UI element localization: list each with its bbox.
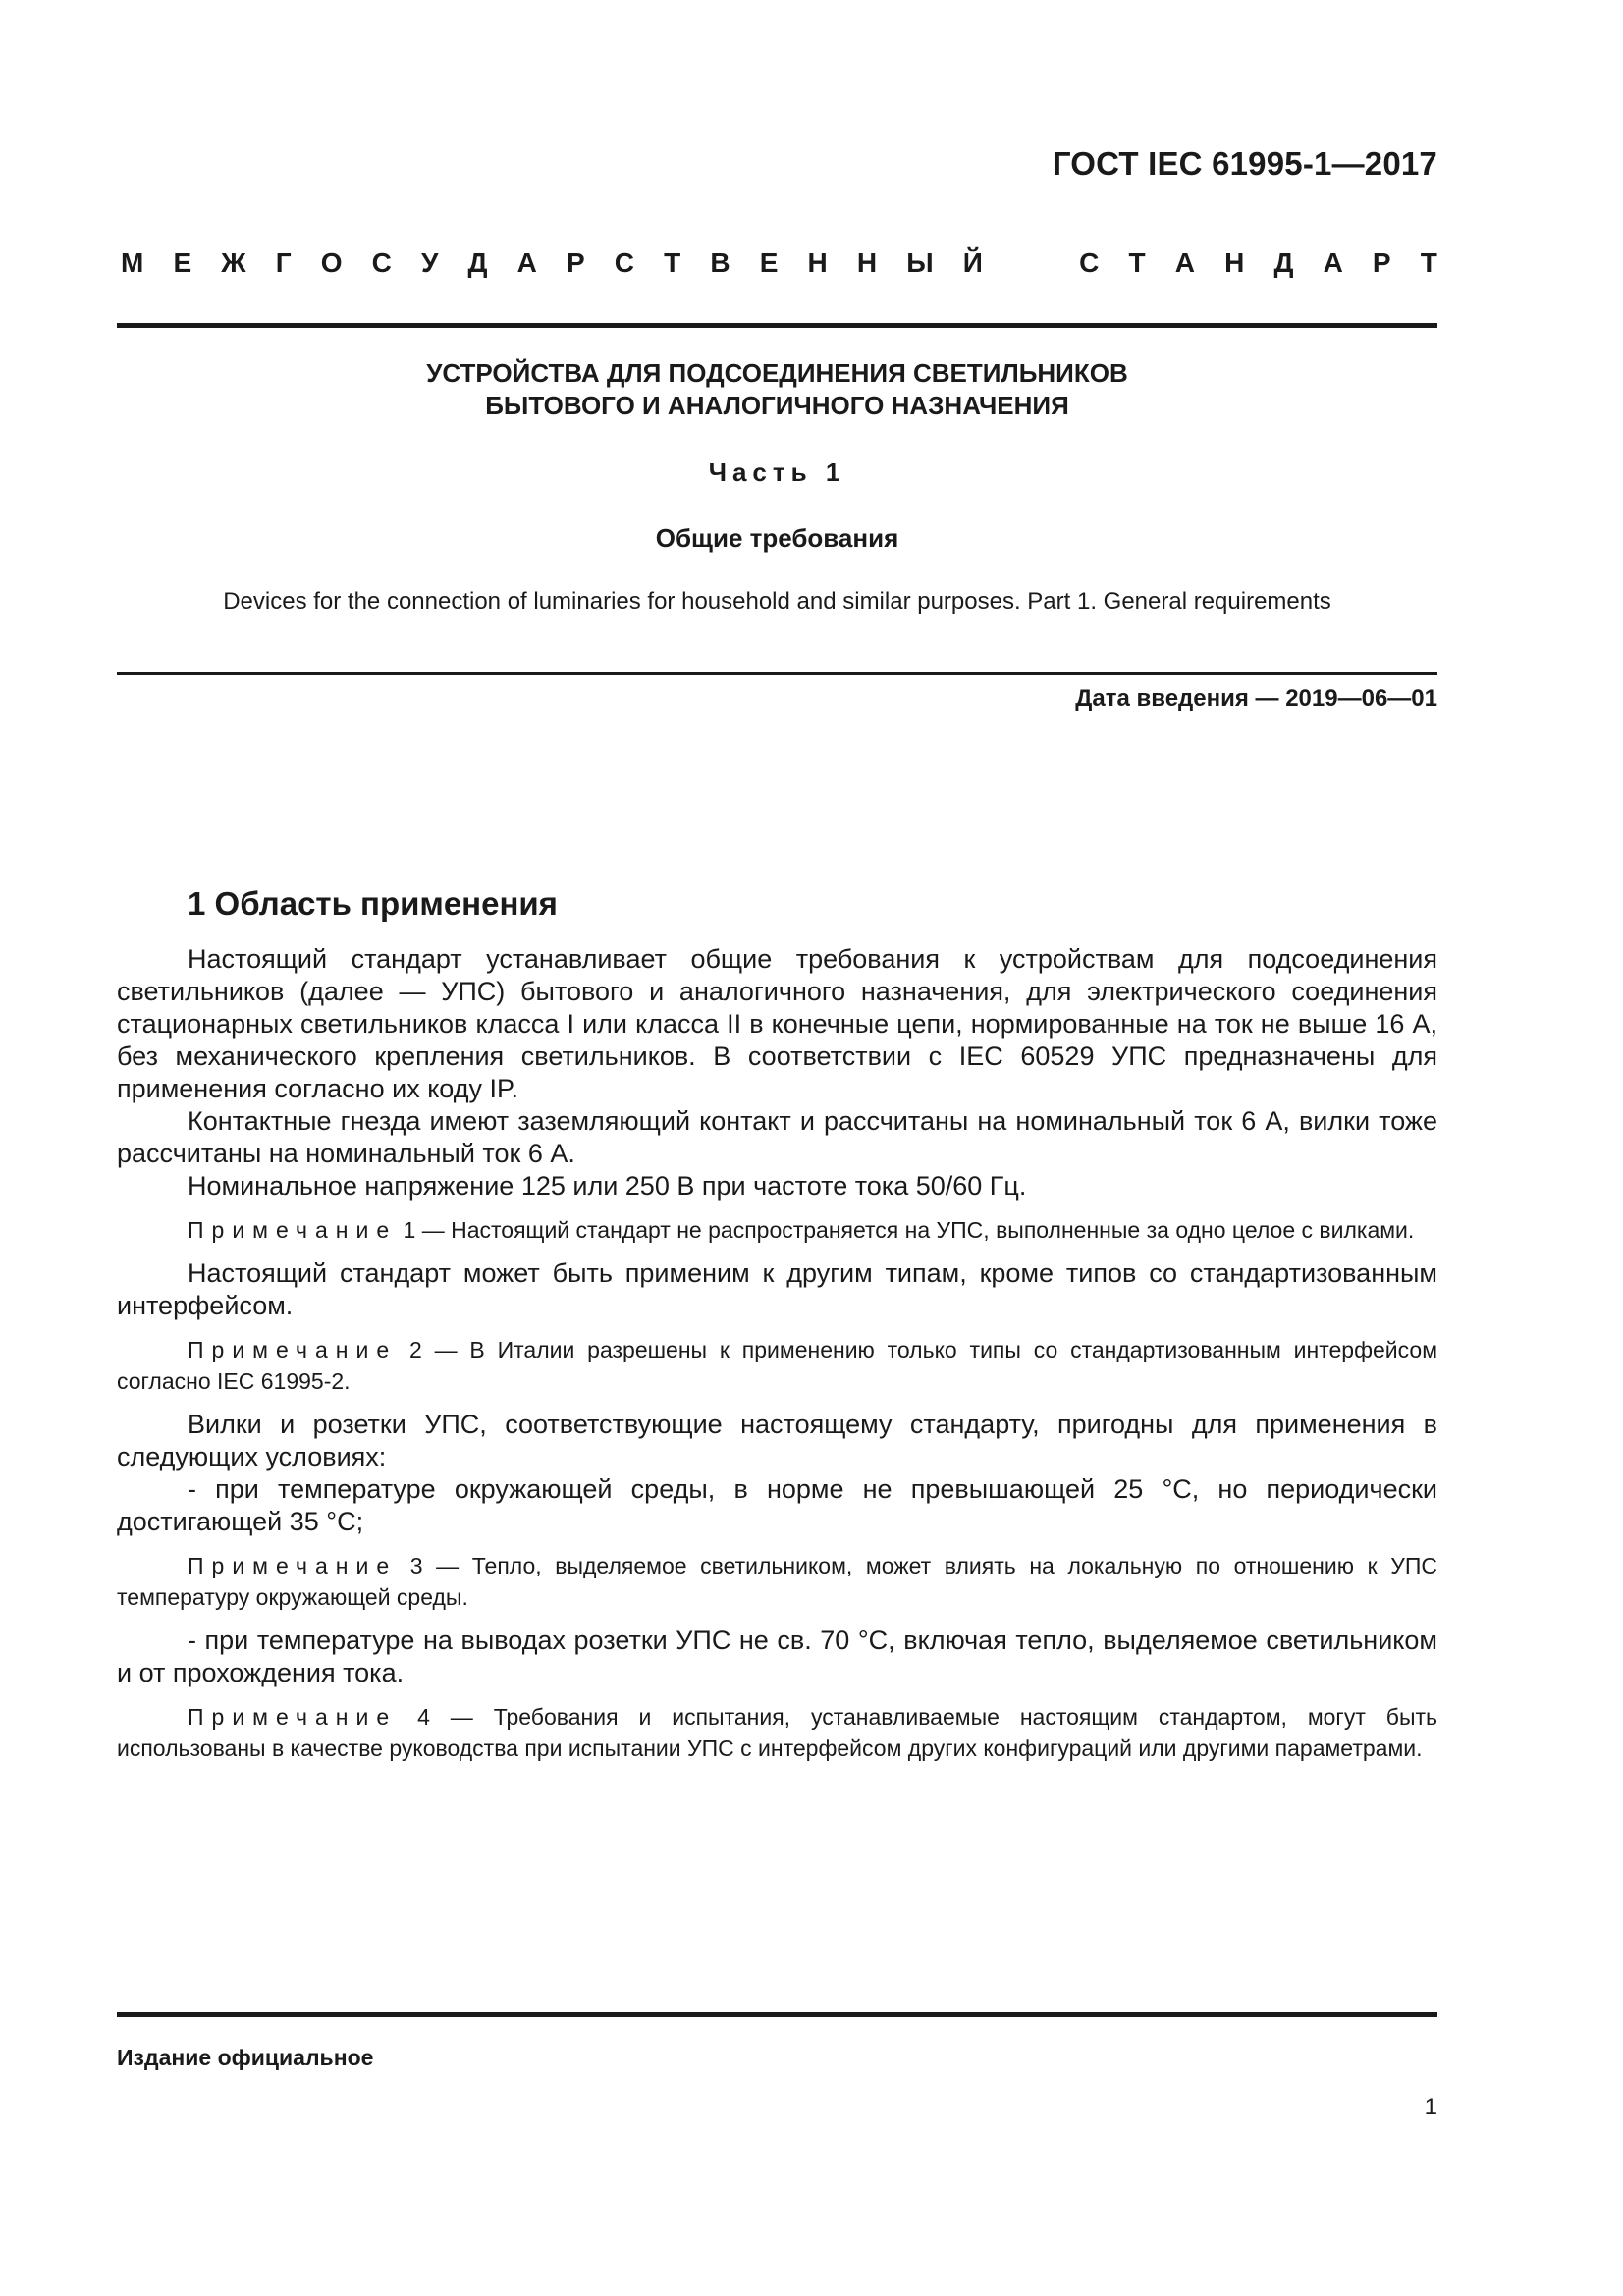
banner-letter: Т [1128,247,1146,278]
banner-letter: Н [856,247,878,278]
banner-letter: Г [275,247,292,278]
list-item: - при температуре окружающей среды, в норме не превышающей 25 °С, но периодически достигающей 35 °С; [117,1474,1437,1536]
banner-letter: Й [962,247,983,278]
banner-letter: А [516,247,537,278]
banner-letter: Д [467,247,488,278]
note-text: 3 — Тепло, выделяемое светильником, может влиять на локальную по отношению к УПС температуру окружающей среды. [117,1553,1438,1610]
footer-divider [117,2012,1437,2017]
document-title [117,357,1437,422]
note-1 [117,1214,1437,1246]
banner-letter: Н [807,247,828,278]
banner-letter: Е [759,247,779,278]
banner-letter: У [420,247,439,278]
document-page [117,0,1437,2296]
banner-letter: Е [173,247,192,278]
banner-letter: Р [1372,247,1391,278]
banner-letter: В [710,247,730,278]
note-label: Примечание [188,1553,398,1578]
list-item: - при температуре на выводах розетки УПС не св. 70 °С, включая тепло, выделяемое светильником и от прохождения тока. [117,1626,1437,1687]
banner-letter: Р [566,247,585,278]
note-text: 1 — Настоящий стандарт не распространяется на УПС, выполненные за одно целое с вилками. [403,1217,1415,1243]
english-title: Devices for the connection of luminaries for household and similar purposes. Part 1. General requirements [223,588,1331,614]
document-code: ГОСТ IEC 61995-1—2017 [1052,145,1437,182]
title-line-2: БЫТОВОГО И АНАЛОГИЧНОГО НАЗНАЧЕНИЯ [485,391,1069,420]
note-4 [117,1701,1437,1764]
section-heading: 1 Область применения [188,885,558,922]
header-divider [117,323,1437,328]
introduction-date: Дата введения — 2019—06—01 [1075,685,1437,712]
title-line-1: УСТРОЙСТВА ДЛЯ ПОДСОЕДИНЕНИЯ СВЕТИЛЬНИКОВ [426,358,1128,388]
banner-letter: О [320,247,343,278]
paragraph: Настоящий стандарт может быть применим к другим типам, кроме типов со стандартизованным интерфейсом. [117,1258,1437,1320]
page-number: 1 [1424,2094,1437,2120]
banner-letter: А [1323,247,1343,278]
banner-letter: С [614,247,634,278]
interstate-standard-banner [121,247,1437,279]
banner-letter: Т [664,247,681,278]
banner-letter: М [121,247,144,278]
banner-letter: Д [1273,247,1294,278]
paragraph: Настоящий стандарт устанавливает общие требования к устройствам для подсоединения светильников (далее — УПС) бытового и аналогичного назначения, для электрического соединения стационарных светильников класса I или класса II в конечные цепи, нормированные на ток не выше 16 А, без механического крепления светильников. В соответствии с IEC 60529 УПС предназначены для применения согласно их коду IP. [117,944,1437,1103]
banner-letter: Ы [906,247,934,278]
note-text: 4 — Требования и испытания, устанавливаемые настоящим стандартом, могут быть использованы в качестве руководства при испытании УПС с интерфейсом других конфигураций или другими параметрами. [117,1704,1438,1761]
banner-letter: С [1079,247,1100,278]
note-label: Примечание [188,1217,398,1243]
official-edition-label: Издание официальное [117,2045,374,2070]
paragraph: Вилки и розетки УПС, соответствующие настоящему стандарту, пригодны для применения в следующих условиях: [117,1410,1437,1471]
banner-letter: Ж [221,247,246,278]
subtitle: Общие требования [655,523,899,553]
banner-letter: С [371,247,392,278]
note-text: 2 — В Италии разрешены к применению только типы со стандартизованным интерфейсом согласно IEC 61995-2. [117,1337,1438,1394]
note-label: Примечание [188,1337,398,1362]
note-3 [117,1550,1437,1613]
title-divider [117,672,1437,675]
paragraph: Контактные гнезда имеют заземляющий контакт и рассчитаны на номинальный ток 6 А, вилки тоже рассчитаны на номинальный ток 6 А. [117,1106,1437,1168]
part-label: Часть 1 [708,457,846,487]
banner-letter: А [1174,247,1195,278]
banner-letter: Н [1224,247,1245,278]
note-2 [117,1334,1437,1397]
paragraph: Номинальное напряжение 125 или 250 В при частоте тока 50/60 Гц. [188,1171,1027,1201]
banner-word-gap [1012,247,1050,279]
section-body [117,943,1437,1776]
note-label: Примечание [188,1704,398,1730]
banner-letter: Т [1420,247,1437,278]
